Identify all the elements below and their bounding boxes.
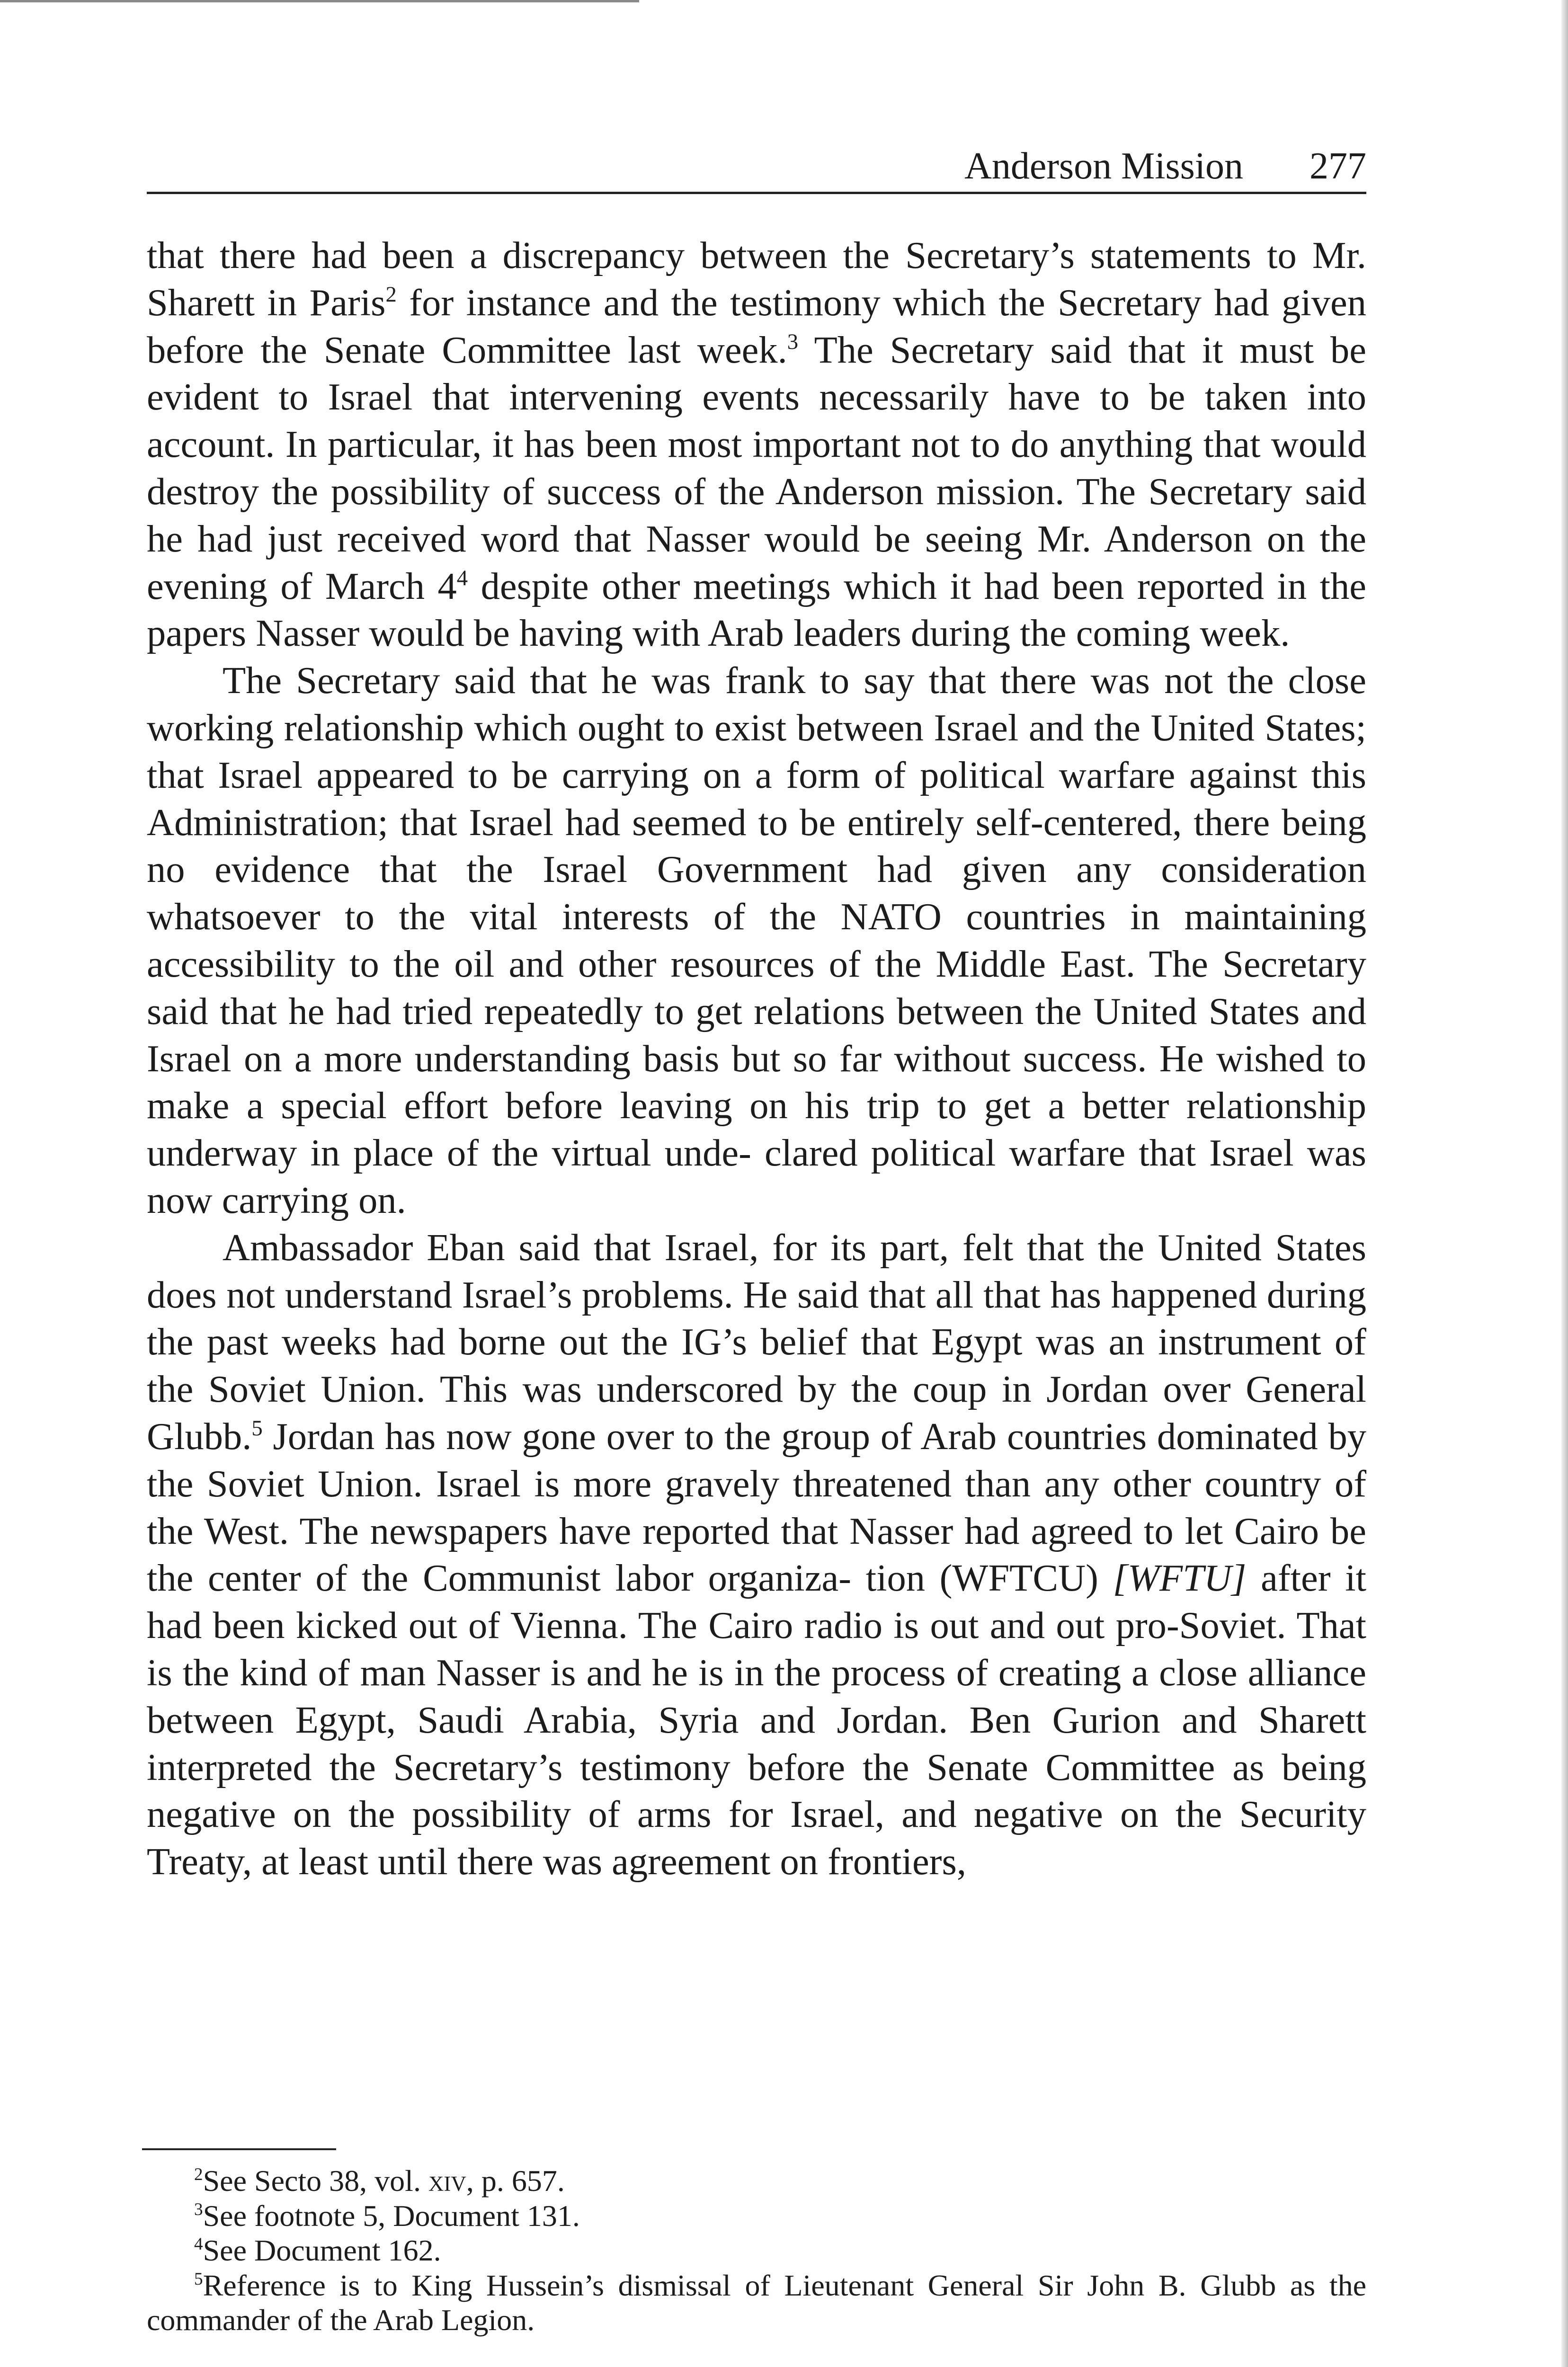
paragraph-2: The Secretary said that he was frank to say that there was not the close working relationship which ought to exist between Israel and the United States; that Israel appeared to be carrying on a form of political warfare against this Administration; that Israel had seemed to be entirely self-centered, there being no evidence that the Israel Government had given any consideration whatsoever to the vital interests of the NATO countries in maintaining accessibility to the oil and other resources of the Middle East. The Secretary said that he had tried repeatedly to get relations between the United States and Israel on a more understanding basis but so far without success. He wished to make a special effort before leaving on his trip to get a better relationship underway in place of the virtual unde- clared political warfare that Israel was now carrying on. — [147, 659, 1366, 1221]
running-header — [147, 144, 1366, 194]
footnote-number: 4 — [194, 2234, 203, 2254]
footnote-ref-3: 3 — [787, 329, 799, 354]
footnotes — [147, 2163, 1366, 2338]
footnote-volume: xiv — [428, 2164, 466, 2198]
footnote-4 — [147, 2233, 1366, 2268]
paragraph-3-text-1: Ambassador Eban said that Israel, for its part, felt that the United States does not understand Israel’s problems. He said that all that has happened during the past weeks had borne out the IG’s belief that Egypt was an instrument of the Soviet Union. This was underscored by the coup in Jordan over General Glubb. — [147, 1226, 1366, 1458]
footnote-number: 3 — [194, 2199, 203, 2219]
footnote-number: 5 — [194, 2269, 203, 2289]
running-title: Anderson Mission — [964, 145, 1243, 187]
paragraph-1-text-2: for instance and the testimony which the Secretary had given before the Senate Committee last week. — [147, 281, 1366, 371]
paragraph-3 — [147, 1224, 1366, 1886]
scan-page-edge — [1561, 0, 1568, 2367]
paragraph-1-text-3: The Secretary said that it must be evident to Israel that intervening events necessarily have to be taken into account. In particular, it has been most important not to do anything that would destroy the possibility of success of the Anderson mission. The Secretary said he had just received word that Nasser would be seeing Mr. Anderson on the evening of March 4 — [147, 329, 1366, 607]
footnote-text: See Document 162. — [203, 2234, 441, 2267]
footnote-2 — [147, 2163, 1366, 2198]
page-number: 277 — [1310, 145, 1366, 187]
footnote-5 — [147, 2268, 1366, 2338]
paragraph-1-text-1: that there had been a discrepancy between the Secretary’s statements to Mr. Sharett in Paris — [147, 234, 1366, 324]
paragraph-3-text-3: after it had been kicked out of Vienna. The Cairo radio is out and out pro-Soviet. That is the kind of man Nasser is and he is in the process of creating a close alliance between Egypt, Saudi Arabia, Syria and Jordan. Ben Gurion and Sharett interpreted the Secretary’s testimony before the Senate Committee as being negative on the possibility of arms for Israel, and negative on the Security Treaty, at least until there was agreement on frontiers, — [147, 1557, 1366, 1883]
footnote-text: Reference is to King Hussein’s dismissal of Lieutenant General Sir John B. Glubb as the commander of the Arab Legion. — [147, 2268, 1366, 2337]
paragraph-3-text-2: Jordan has now gone over to the group of Arab countries dominated by the Soviet Union. Israel is more gravely threatened than any other country of the West. The newspapers have reported that Nasser had agreed to let Cairo be the center of the Communist labor organiza- tion (WFTCU) — [147, 1415, 1366, 1600]
paragraph-1 — [147, 232, 1366, 657]
footnote-text: See footnote 5, Document 131. — [203, 2198, 580, 2233]
footnote-ref-5: 5 — [251, 1415, 263, 1441]
scan-top-edge-line — [0, 0, 639, 2]
footnote-number: 2 — [194, 2165, 203, 2184]
footnote-text-end: , p. 657. — [466, 2164, 565, 2198]
editorial-insertion: [WFTU] — [1113, 1557, 1247, 1600]
paragraph-1-text-4: despite other meetings which it had been reported in the papers Nasser would be having with Arab leaders during the coming week. — [147, 565, 1366, 655]
footnote-3 — [147, 2198, 1366, 2234]
footnote-separator — [142, 2148, 336, 2150]
footnote-ref-2: 2 — [385, 282, 397, 307]
footnote-text: See Secto 38, vol. — [203, 2164, 428, 2198]
footnote-ref-4: 4 — [456, 565, 468, 590]
body-text — [147, 232, 1366, 1886]
